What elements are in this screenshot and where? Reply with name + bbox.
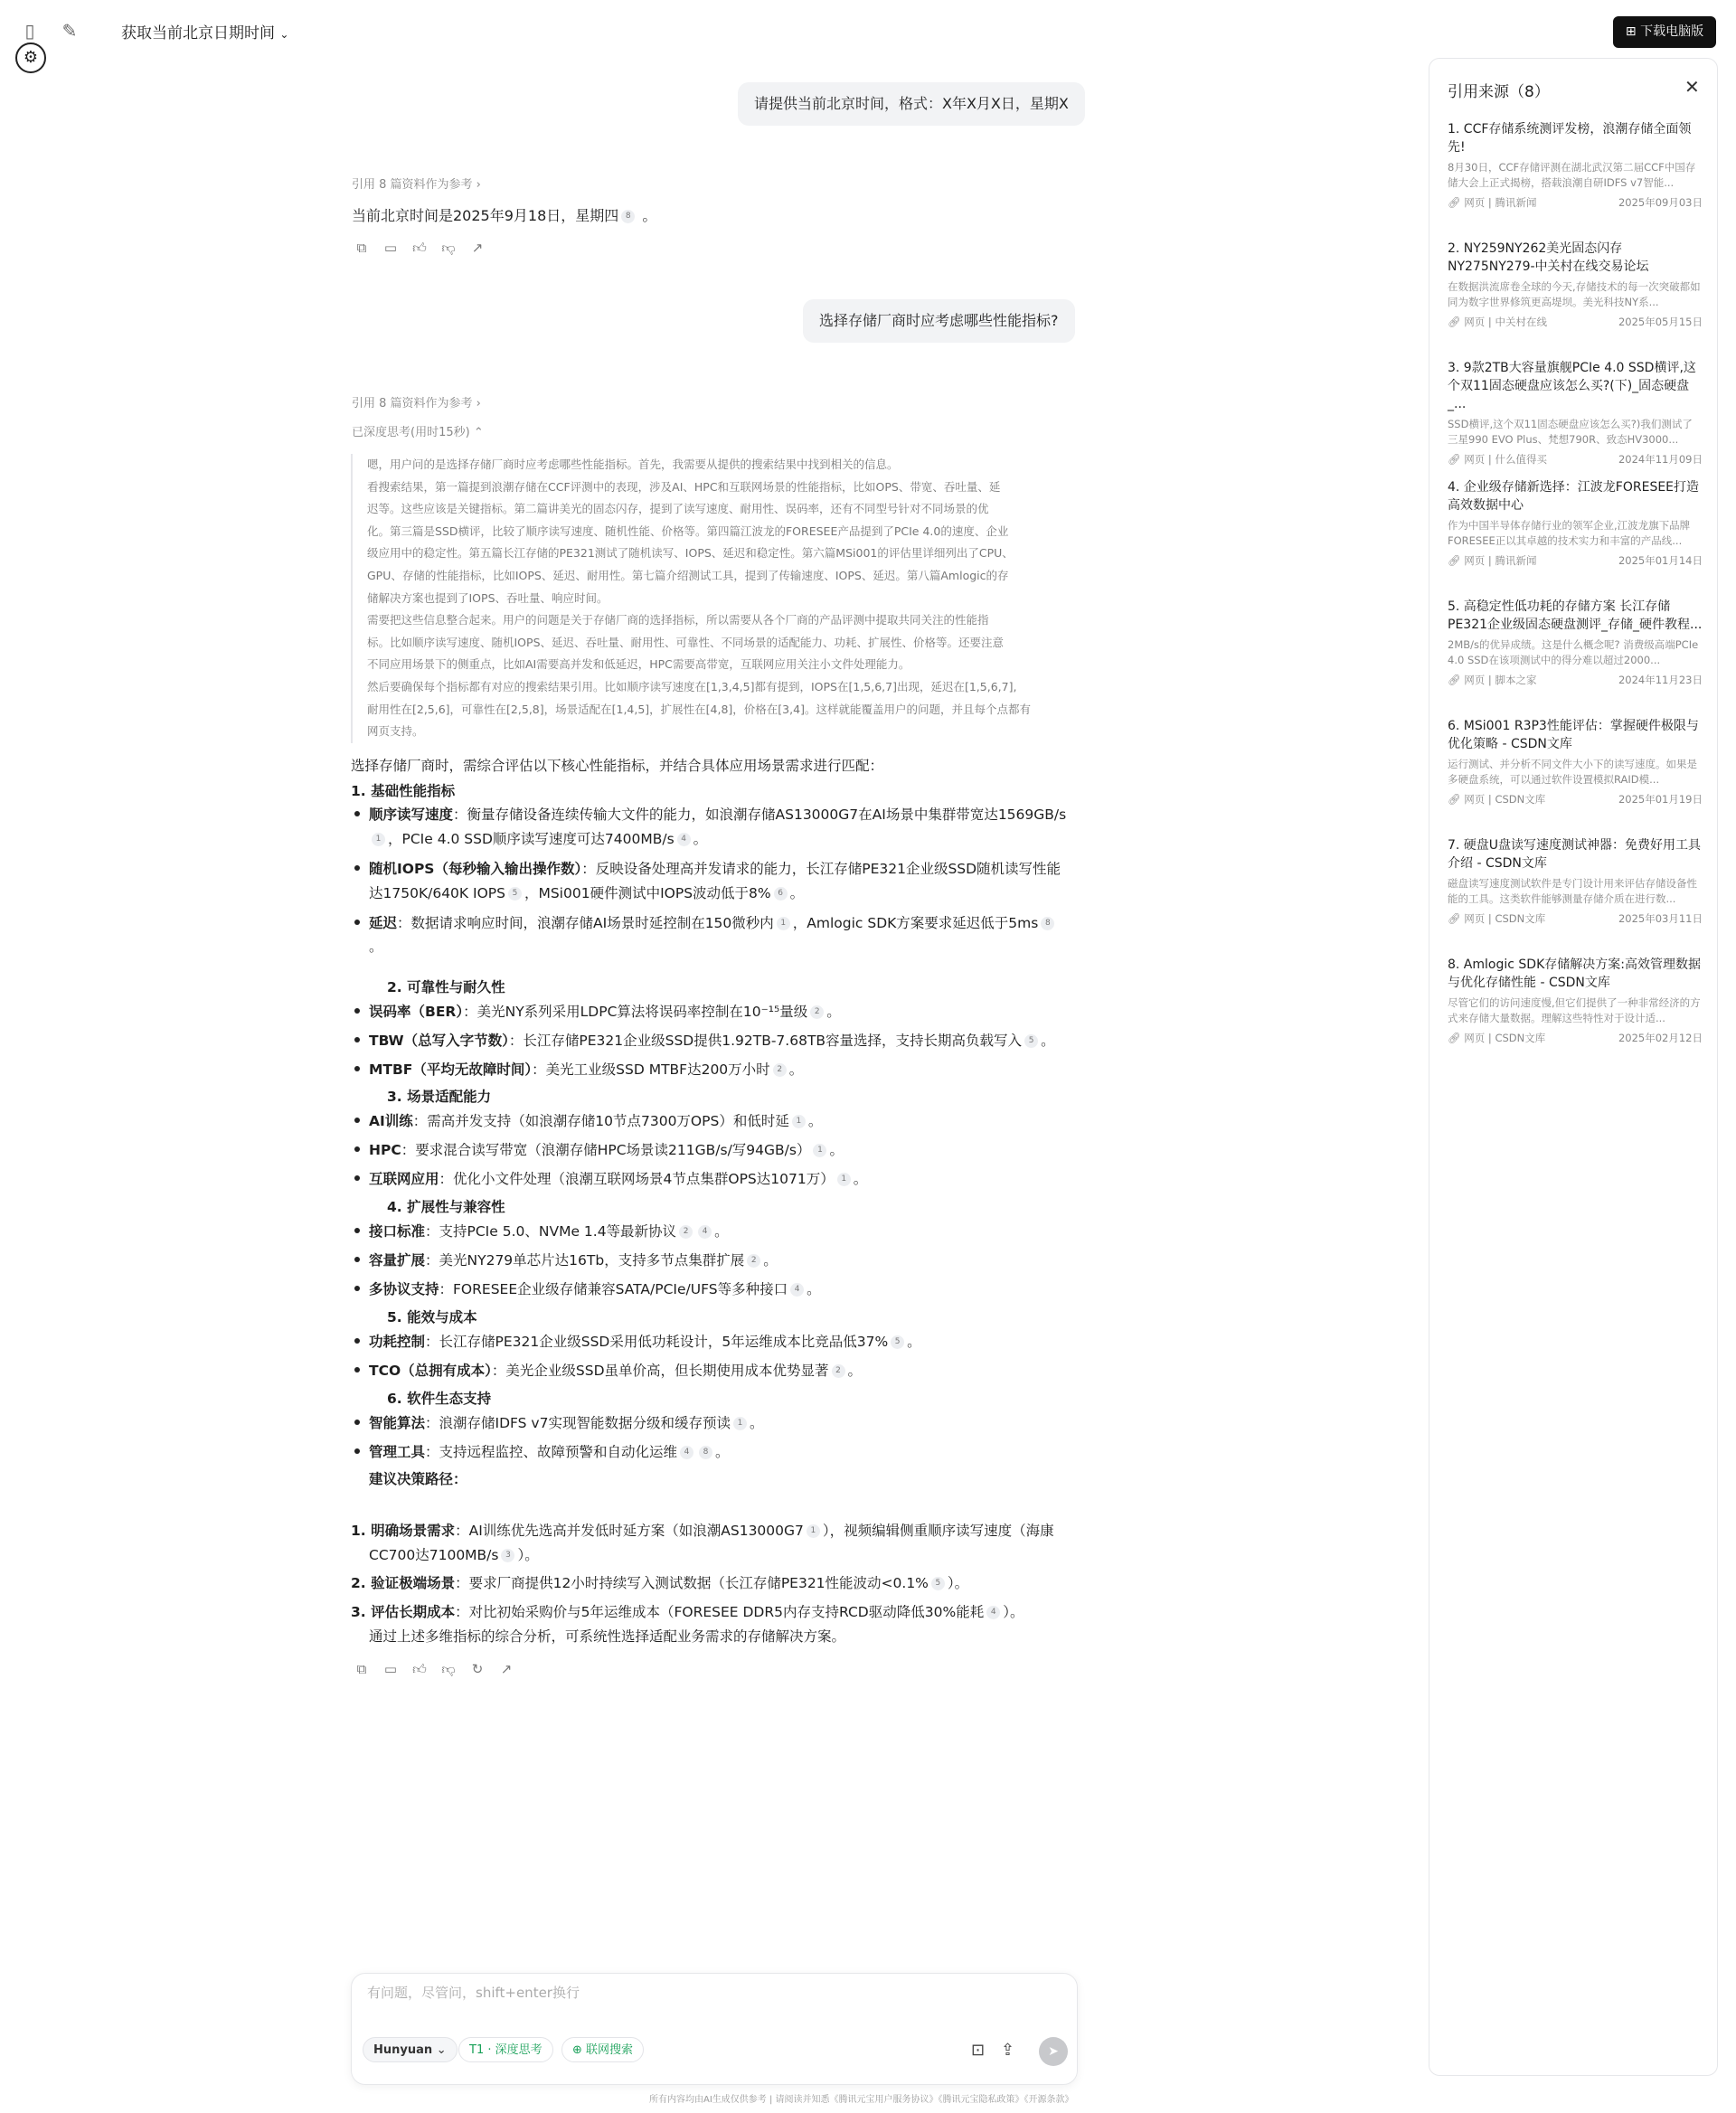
citation-badge[interactable]: 2 bbox=[773, 1063, 787, 1077]
source-site: 中关村在线 bbox=[1495, 316, 1547, 328]
citation-badge[interactable]: 1 bbox=[813, 1144, 826, 1157]
footer-disclaimer: 所有内容均由AI生成仅供参考 | 请阅读并知悉《腾讯元宝用户服务协议》《腾讯元宝隐私政策》《开源条款》 bbox=[649, 2095, 1074, 2105]
source-site: 脚本之家 bbox=[1495, 674, 1537, 686]
thinking-label: 已深度思考(用时15秒) bbox=[352, 426, 470, 439]
source-meta: 🔗︎ 网页 | 脚本之家 2024年11月23日 bbox=[1448, 674, 1703, 686]
source-date: 2025年02月12日 bbox=[1618, 1032, 1703, 1044]
bullet bbox=[354, 1037, 360, 1042]
source-type: 网页 bbox=[1464, 554, 1486, 567]
source-desc: 运行测试、并分析不同文件大小下的读写速度。如果是多硬盘系统，可以通过软件设置模拟RAID模... bbox=[1448, 758, 1697, 786]
citation-badge[interactable]: 8 bbox=[621, 210, 635, 223]
model-selector[interactable] bbox=[363, 2037, 458, 2062]
punct: 。 bbox=[807, 1113, 823, 1129]
item-term: 功耗控制 bbox=[369, 1334, 426, 1350]
source-title: 2. NY259NY262美光固态闪存NY275NY279-中关村在线交易论坛 bbox=[1448, 241, 1649, 274]
conversation-title[interactable] bbox=[121, 20, 288, 42]
source-desc: 8月30日，CCF存储评测在湖北武汉第二届CCF中国存储大会上正式揭榜，搭载浪潮自研IDFS v7智能... bbox=[1448, 161, 1696, 189]
thumbs-down-icon[interactable]: 👎︎ bbox=[441, 1661, 456, 1677]
source-desc: 磁盘读写速度测试软件是专门设计用来评估存储设备性能的工具。这类软件能够测量存储介质在进行数... bbox=[1448, 877, 1697, 905]
thinking-line: 网页支持。 bbox=[367, 724, 424, 739]
item-text: ：数据请求响应时间，浪潮存储AI场景时延控制在150微秒内 bbox=[397, 915, 774, 931]
thinking-line: 不同应用场景下的侧重点，比如AI需要高并发和低延迟，HPC需要高带宽，互联网应用关注小文件处理能力。 bbox=[367, 657, 910, 672]
thumbs-down-icon[interactable]: 👎︎ bbox=[441, 240, 456, 256]
item-text: ，Amlogic SDK方案要求延迟低于5ms bbox=[792, 915, 1039, 931]
references-toggle-2[interactable]: 引用 8 篇资料作为参考 › bbox=[352, 397, 481, 410]
punct: 。 bbox=[749, 1415, 764, 1431]
item-text: ：支持PCIe 5.0、NVMe 1.4等最新协议 bbox=[425, 1223, 677, 1240]
item-term: 顺序读写速度 bbox=[369, 807, 454, 823]
list-item bbox=[369, 1278, 821, 1298]
source-date: 2024年11月09日 bbox=[1618, 453, 1703, 466]
item-text: ：反映设备处理高并发请求的能力，长江存储PE321企业级SSD随机读写性能 bbox=[581, 861, 1061, 877]
list-item bbox=[369, 1059, 803, 1079]
source-site: CSDN文库 bbox=[1495, 912, 1546, 925]
item-text: ：美光NY279单芯片达16Tb，支持多节点集群扩展 bbox=[425, 1252, 745, 1269]
item-text: ，PCIe 4.0 SSD顺序读写速度可达7400MB/s bbox=[388, 831, 675, 847]
conversation-title-text: 获取当前北京日期时间 bbox=[121, 24, 275, 42]
source-site: CSDN文库 bbox=[1495, 1032, 1546, 1044]
item-term: 明确场景需求 bbox=[371, 1523, 456, 1539]
source-title: 6. MSi001 R3P3性能评估：掌握硬件极限与优化策略 - CSDN文库 bbox=[1448, 719, 1699, 751]
list-item bbox=[369, 804, 1066, 824]
item-text: ：衡量存储设备连续传输大文件的能力，如浪潮存储AS13000G7在AI场景中集群带宽达1569GB/s bbox=[453, 807, 1067, 823]
web-search-label: 联网搜索 bbox=[586, 2043, 634, 2057]
list-item-cont bbox=[369, 882, 804, 902]
item-text: ：长江存储PE321企业级SSD提供1.92TB-7.68TB容量选择，支持长期高负载写入 bbox=[508, 1033, 1023, 1049]
source-card[interactable] bbox=[1448, 478, 1703, 568]
citation-badge[interactable]: 5 bbox=[508, 887, 522, 901]
download-desktop-button[interactable] bbox=[1613, 16, 1716, 48]
thinking-line: 看搜索结果，第一篇提到浪潮存储在CCF评测中的表现，涉及AI、HPC和互联网场景的性能指标，比如OPS、带宽、吞吐量、延 bbox=[367, 479, 1001, 494]
section-heading: 6. 软件生态支持 bbox=[387, 1391, 492, 1407]
item-term: 互联网应用 bbox=[369, 1171, 439, 1187]
source-date: 2024年11月23日 bbox=[1618, 674, 1703, 686]
punct: 。 bbox=[714, 1223, 729, 1240]
source-site: CSDN文库 bbox=[1495, 793, 1546, 806]
source-type: 网页 bbox=[1464, 912, 1486, 925]
source-type: 网页 bbox=[1464, 453, 1486, 466]
thinking-line: 嗯，用户问的是选择存储厂商时应考虑哪些性能指标。首先，我需要从提供的搜索结果中找到相关的信息。 bbox=[367, 458, 899, 471]
source-card[interactable] bbox=[1448, 956, 1703, 1045]
punct: 。 bbox=[826, 1004, 841, 1020]
new-chat-icon[interactable]: ✎ bbox=[61, 20, 78, 42]
bullet bbox=[354, 1118, 360, 1123]
list-item bbox=[369, 1331, 921, 1351]
source-title: 4. 企业级存储新选择：江波龙FORESEE打造高效数据中心 bbox=[1448, 480, 1700, 513]
bullet bbox=[354, 811, 360, 816]
punct: 。 bbox=[788, 1061, 804, 1078]
answer-1-actions bbox=[354, 239, 498, 260]
source-meta: 🔗︎ 网页 | CSDN文库 2025年01月19日 bbox=[1448, 793, 1703, 806]
thumbs-up-icon[interactable]: 👍︎ bbox=[412, 240, 427, 256]
list-item bbox=[369, 1110, 822, 1130]
punct: 。 bbox=[693, 831, 708, 847]
answer-2-actions bbox=[354, 1660, 527, 1682]
list-item bbox=[369, 1412, 763, 1432]
bullet bbox=[354, 1066, 360, 1071]
settings-icon[interactable]: ⚙ bbox=[15, 42, 46, 73]
send-button[interactable] bbox=[1039, 2037, 1068, 2066]
order-num: 2. bbox=[351, 1575, 372, 1591]
chevron-down-icon: ⌄ bbox=[436, 2043, 447, 2057]
list-item bbox=[369, 1250, 778, 1269]
item-text: ）。 bbox=[947, 1575, 969, 1591]
item-text: ），视频编辑侧重顺序读写速度（海康 bbox=[822, 1523, 1054, 1539]
refs-label: 引用 8 篇资料作为参考 bbox=[352, 397, 473, 410]
source-type: 网页 bbox=[1464, 1032, 1486, 1044]
citation-badge[interactable]: 2 bbox=[832, 1364, 845, 1378]
bullet bbox=[354, 1228, 360, 1233]
citation-badge[interactable]: 8 bbox=[699, 1446, 712, 1459]
thumbs-up-icon[interactable]: 👍︎ bbox=[412, 1661, 427, 1677]
list-item bbox=[369, 1168, 867, 1188]
item-text: ：浪潮存储IDFS v7实现智能数据分级和缓存预读 bbox=[425, 1415, 731, 1431]
citation-badge[interactable]: 8 bbox=[1041, 917, 1054, 930]
source-card[interactable] bbox=[1448, 836, 1703, 926]
regenerate-icon[interactable]: ↻ bbox=[471, 1661, 484, 1677]
citation-badge[interactable]: 4 bbox=[986, 1606, 1000, 1619]
list-item bbox=[369, 1030, 1055, 1050]
list-item bbox=[369, 912, 1057, 932]
link-icon: 🔗︎ bbox=[1448, 793, 1461, 806]
source-site: 腾讯新闻 bbox=[1495, 196, 1537, 209]
item-term: TCO（总拥有成本） bbox=[369, 1363, 492, 1379]
item-term: AI训练 bbox=[369, 1113, 413, 1129]
copy-icon[interactable]: ⧉ bbox=[356, 240, 367, 256]
windows-icon: ⊞ bbox=[1625, 24, 1637, 39]
item-text: ：美光工业级SSD MTBF达200万小时 bbox=[532, 1061, 770, 1078]
source-card[interactable] bbox=[1448, 240, 1703, 329]
item-term: 接口标准 bbox=[369, 1223, 426, 1240]
section-heading: 1. 基础性能指标 bbox=[351, 783, 456, 799]
list-item bbox=[369, 858, 1061, 878]
references-panel bbox=[1429, 58, 1718, 2076]
link-icon: 🔗︎ bbox=[1448, 196, 1461, 209]
item-term: 管理工具 bbox=[369, 1444, 426, 1460]
user-question-1: 请提供当前北京时间，格式：X年X月X日，星期X bbox=[738, 82, 1085, 126]
thinking-line: 耐用性在[2,5,6]，可靠性在[2,5,8]，场景适配在[1,4,5]，扩展性在[4,8]，价格在[3,4]。这样就能覆盖用户的问题，并且每个点都有 bbox=[367, 702, 1031, 716]
send-icon: ➤ bbox=[1048, 2044, 1059, 2059]
item-text: ：支持远程监控、故障预警和自动化运维 bbox=[425, 1444, 678, 1460]
thinking-line: 需要把这些信息整合起来。用户的问题是关于存储厂商的选择指标，所以需要从各个厂商的产品评测中提取共同关注的性能指 bbox=[367, 613, 989, 627]
copy-icon[interactable]: ⧉ bbox=[356, 1661, 367, 1677]
close-icon[interactable]: ✕ bbox=[1684, 76, 1700, 98]
item-text: CC700达7100MB/s bbox=[369, 1547, 499, 1563]
answer-intro: 选择存储厂商时，需综合评估以下核心性能指标，并结合具体应用场景需求进行匹配： bbox=[351, 758, 884, 774]
link-icon: 🔗︎ bbox=[1448, 453, 1461, 466]
source-meta: 🔗︎ 网页 | CSDN文库 2025年02月12日 bbox=[1448, 1032, 1703, 1044]
item-term: 验证极端场景 bbox=[371, 1575, 456, 1591]
item-term: 多协议支持 bbox=[369, 1281, 439, 1297]
item-term: 智能算法 bbox=[369, 1415, 426, 1431]
punct: 。 bbox=[789, 885, 805, 901]
punct: 。 bbox=[807, 1281, 821, 1297]
source-title: 5. 高稳定性低功耗的存储方案 长江存储PE321企业级固态硬盘测评_存储_硬件教程... bbox=[1448, 599, 1703, 632]
bullet bbox=[354, 1286, 360, 1291]
source-date: 2025年01月14日 bbox=[1618, 554, 1703, 567]
ordered-item bbox=[351, 1601, 1024, 1621]
citation-badge[interactable]: 5 bbox=[931, 1577, 945, 1590]
item-term: MTBF（平均无故障时间） bbox=[369, 1061, 533, 1078]
citation-badge[interactable]: 4 bbox=[698, 1225, 712, 1239]
source-meta: 🔗︎ 网页 | CSDN文库 2025年03月11日 bbox=[1448, 912, 1703, 925]
source-title: 7. 硬盘U盘读写速度测试神器：免费好用工具介绍 - CSDN文库 bbox=[1448, 838, 1702, 871]
link-icon: 🔗︎ bbox=[1448, 554, 1461, 567]
file-upload-icon[interactable]: ⇪ bbox=[1001, 2041, 1015, 2060]
punct: 。 bbox=[1041, 1033, 1055, 1049]
item-term: 误码率（BER） bbox=[369, 1004, 464, 1020]
section-heading: 3. 场景适配能力 bbox=[387, 1089, 492, 1105]
citation-badge[interactable]: 4 bbox=[790, 1283, 804, 1297]
bookmark-icon[interactable]: ▭ bbox=[383, 1661, 398, 1677]
chevron-down-icon: ⌄ bbox=[279, 28, 289, 41]
thinking-line: 然后要确保每个指标都有对应的搜索结果引用。比如顺序读写速度在[1,3,4,5]都有提到，IOPS在[1,5,6,7]出现，延迟在[1,5,6,7], bbox=[367, 679, 1017, 693]
source-desc: 作为中国半导体存储行业的领军企业,江波龙旗下品牌FORESEE正以其卓越的技术实力和丰富的产品线... bbox=[1448, 519, 1691, 547]
item-text: ：要求厂商提供12小时持续写入测试数据（长江存储PE321性能波动<0.1% bbox=[455, 1575, 929, 1591]
source-meta: 🔗︎ 网页 | 什么值得买 2024年11月09日 bbox=[1448, 453, 1703, 466]
item-term: TBW（总写入字节数） bbox=[369, 1033, 509, 1049]
citation-badge[interactable]: 1 bbox=[792, 1115, 806, 1128]
punct: 。 bbox=[763, 1252, 778, 1269]
order-num: 3. bbox=[351, 1604, 372, 1620]
source-title: 3. 9款2TB大容量旗舰PCIe 4.0 SSD横评,这个双11固态硬盘应该怎么买?(下)_固态硬盘_... bbox=[1448, 361, 1696, 411]
citation-badge[interactable]: 4 bbox=[677, 833, 691, 846]
source-card[interactable] bbox=[1448, 359, 1703, 467]
link-icon: 🔗︎ bbox=[1448, 674, 1461, 686]
section-heading: 2. 可靠性与耐久性 bbox=[387, 979, 505, 995]
item-text: ：美光NY系列采用LDPC算法将误码率控制在10⁻¹⁵量级 bbox=[463, 1004, 808, 1020]
bullet bbox=[354, 1420, 360, 1425]
citation-badge[interactable]: 1 bbox=[807, 1524, 820, 1538]
section-heading: 5. 能效与成本 bbox=[387, 1309, 477, 1325]
source-card[interactable] bbox=[1448, 717, 1703, 807]
answer-1-text: 当前北京时间是2025年9月18日，星期四 bbox=[352, 207, 619, 224]
item-text: ）。 bbox=[1003, 1604, 1024, 1620]
section-heading: 4. 扩展性与兼容性 bbox=[387, 1199, 505, 1215]
punct: 。 bbox=[715, 1444, 730, 1460]
ordered-item-cont bbox=[369, 1544, 539, 1564]
bullet bbox=[354, 1175, 360, 1181]
item-term: 容量扩展 bbox=[369, 1252, 426, 1269]
source-type: 网页 bbox=[1464, 316, 1486, 328]
panel-title: 引用来源（8） bbox=[1448, 83, 1550, 101]
item-term: HPC bbox=[369, 1142, 401, 1158]
list-item bbox=[369, 1139, 844, 1159]
thinking-line: 标。比如顺序读写速度、随机IOPS、延迟、吞吐量、耐用性、可靠性、不同场景的适配能力、功耗、扩展性、价格等。还要注意 bbox=[367, 635, 1005, 649]
thinking-line: 级应用中的稳定性。第五篇长江存储的PE321测试了随机读写、IOPS、延迟和稳定性。第六篇MSi001的评估里详细列出了CPU、 bbox=[367, 546, 1014, 561]
list-item bbox=[369, 1001, 841, 1021]
source-meta: 🔗︎ 网页 | 腾讯新闻 2025年09月03日 bbox=[1448, 196, 1703, 209]
bullet bbox=[354, 1338, 360, 1344]
citation-badge[interactable]: 4 bbox=[680, 1446, 693, 1459]
item-text: ：美光企业级SSD虽单价高，但长期使用成本优势显著 bbox=[491, 1363, 829, 1379]
citation-badge[interactable]: 5 bbox=[1024, 1034, 1038, 1048]
citation-badge[interactable]: 2 bbox=[747, 1254, 760, 1268]
link-icon: 🔗︎ bbox=[1448, 912, 1461, 925]
citation-badge[interactable]: 1 bbox=[733, 1417, 747, 1430]
source-title: 1. CCF存储系统测评发榜，浪潮存储全面领先! bbox=[1448, 122, 1692, 155]
ordered-item bbox=[351, 1520, 1054, 1540]
bullet bbox=[354, 920, 360, 925]
citation-badge[interactable]: 1 bbox=[777, 917, 790, 930]
source-date: 2025年03月11日 bbox=[1618, 912, 1703, 925]
item-text: ：FORESEE企业级存储兼容SATA/PCIe/UFS等多种接口 bbox=[439, 1281, 788, 1297]
list-item bbox=[369, 1441, 730, 1461]
model-label: Hunyuan bbox=[373, 2043, 433, 2057]
list-item bbox=[369, 1221, 729, 1240]
source-desc: 在数据洪流席卷全球的今天,存储技术的每一次突破都如同为数字世界修筑更高堤坝。美光科技NY系... bbox=[1448, 280, 1701, 308]
download-label: 下载电脑版 bbox=[1640, 24, 1704, 39]
chat-input[interactable]: 有问题，尽管问，shift+enter换行 bbox=[367, 1985, 580, 2001]
thinking-line: 储解决方案也提到了IOPS、吞吐量、响应时间。 bbox=[367, 590, 609, 605]
source-site: 腾讯新闻 bbox=[1495, 554, 1537, 567]
link-icon: 🔗︎ bbox=[1448, 316, 1461, 328]
bullet bbox=[354, 1448, 360, 1454]
source-desc: 2MB/s的优异成绩。这是什么概念呢? 消费级高端PCIe 4.0 SSD在该项测试中的得分难以超过2000... bbox=[1448, 638, 1699, 666]
item-text: ）。 bbox=[517, 1547, 539, 1563]
globe-icon: ⊕ bbox=[572, 2043, 582, 2057]
references-toggle-1[interactable]: 引用 8 篇资料作为参考 › bbox=[352, 178, 481, 192]
citation-badge[interactable]: 2 bbox=[810, 1005, 824, 1019]
punct: 。 bbox=[369, 939, 383, 955]
source-date: 2025年01月19日 bbox=[1618, 793, 1703, 806]
punct: 。 bbox=[907, 1334, 921, 1350]
share-icon[interactable]: ↗ bbox=[500, 1661, 513, 1677]
share-icon[interactable]: ↗ bbox=[471, 240, 484, 256]
link-icon: 🔗︎ bbox=[1448, 1032, 1461, 1044]
bullet bbox=[354, 1008, 360, 1014]
user-question-2: 选择存储厂商时应考虑哪些性能指标? bbox=[803, 299, 1075, 343]
bullet bbox=[354, 865, 360, 871]
bookmark-icon[interactable]: ▭ bbox=[383, 240, 398, 256]
web-search-toggle[interactable] bbox=[561, 2037, 644, 2062]
item-term: 随机IOPS（每秒输入输出操作数） bbox=[369, 861, 582, 877]
item-text: 达1750K/640K IOPS bbox=[369, 885, 505, 901]
punct: 。 bbox=[853, 1171, 868, 1187]
item-text: ：对比初始采购价与5年运维成本（FORESEE DDR5内存支持RCD驱动降低30%能耗 bbox=[455, 1604, 985, 1620]
deep-think-toggle[interactable] bbox=[458, 2037, 553, 2062]
section-heading: 建议决策路径： bbox=[369, 1471, 467, 1487]
punct: 。 bbox=[847, 1363, 863, 1379]
item-term: 评估长期成本 bbox=[371, 1604, 456, 1620]
item-text: ：优化小文件处理（浪潮互联网场景4节点集群OPS达1071万） bbox=[439, 1171, 835, 1187]
answer-1: 当前北京时间是2025年9月18日，星期四 8 。 bbox=[352, 207, 657, 224]
citation-badge[interactable]: 3 bbox=[501, 1549, 514, 1562]
item-text: ，MSi001硬件测试中IOPS波动低于8% bbox=[524, 885, 771, 901]
citation-badge[interactable]: 1 bbox=[372, 833, 385, 846]
citation-badge[interactable]: 5 bbox=[891, 1335, 904, 1349]
source-desc: SSD横评,这个双11固态硬盘应该怎么买?)我们测试了三星990 EVO Plus、梵想790R、致态HV3000... bbox=[1448, 418, 1693, 446]
source-card[interactable] bbox=[1448, 120, 1703, 210]
bullet bbox=[354, 1146, 360, 1152]
source-type: 网页 bbox=[1464, 196, 1486, 209]
source-card[interactable] bbox=[1448, 598, 1703, 687]
source-title: 8. Amlogic SDK存储解决方案:高效管理数据与优化存储性能 - CSDN文库 bbox=[1448, 957, 1701, 990]
top-bar bbox=[0, 0, 1429, 67]
item-text: ：长江存储PE321企业级SSD采用低功耗设计，5年运维成本比竞品低37% bbox=[425, 1334, 889, 1350]
thinking-line: GPU、存储的性能指标，比如IOPS、延迟、耐用性。第七篇介绍测试工具，提到了传输速度、IOPS、延迟。第八篇Amlogic的存 bbox=[367, 568, 1009, 582]
source-meta: 🔗︎ 网页 | 腾讯新闻 2025年01月14日 bbox=[1448, 554, 1703, 567]
item-text: ：需高并发支持（如浪潮存储10节点7300万OPS）和低时延 bbox=[412, 1113, 789, 1129]
citation-badge[interactable]: 2 bbox=[679, 1225, 693, 1239]
source-date: 2025年05月15日 bbox=[1618, 316, 1703, 328]
item-term: 延迟 bbox=[369, 915, 398, 931]
bullet bbox=[354, 1257, 360, 1262]
sidebar-toggle-icon[interactable]: ▯ bbox=[24, 20, 35, 42]
citation-badge[interactable]: 6 bbox=[774, 887, 788, 901]
punct: 。 bbox=[829, 1142, 844, 1158]
list-item bbox=[369, 1360, 862, 1380]
image-upload-icon[interactable]: ⊡ bbox=[971, 2041, 986, 2060]
source-type: 网页 bbox=[1464, 793, 1486, 806]
thinking-line: 迟等。这些应该是关键指标。第二篇讲美光的固态闪存，提到了读写速度、耐用性、误码率，还有不同型号针对不同场景的优 bbox=[367, 502, 989, 516]
chat-input-box bbox=[351, 1973, 1078, 2085]
refs-label: 引用 8 篇资料作为参考 bbox=[352, 178, 473, 192]
citation-badge[interactable]: 1 bbox=[837, 1173, 851, 1186]
item-text: ：要求混合读写带宽（浪潮存储HPC场景读211GB/s/写94GB/s） bbox=[401, 1142, 811, 1158]
source-date: 2025年09月03日 bbox=[1618, 196, 1703, 209]
thinking-toggle[interactable]: 已深度思考(用时15秒) ⌃ bbox=[352, 426, 484, 439]
source-desc: 尽管它们的访问速度慢,但它们提供了一种非常经济的方式来存储大量数据。理解这些特性对于设计适... bbox=[1448, 996, 1701, 1024]
order-num: 1. bbox=[351, 1523, 372, 1539]
list-item-cont bbox=[369, 828, 707, 848]
bullet bbox=[354, 1367, 360, 1373]
answer-outro: 通过上述多维指标的综合分析，可系统性选择适配业务需求的存储解决方案。 bbox=[369, 1628, 846, 1645]
item-text: ：AI训练优先选高并发低时延方案（如浪潮AS13000G7 bbox=[455, 1523, 804, 1539]
source-site: 什么值得买 bbox=[1495, 453, 1547, 466]
source-type: 网页 bbox=[1464, 674, 1486, 686]
source-meta: 🔗︎ 网页 | 中关村在线 2025年05月15日 bbox=[1448, 316, 1703, 328]
thinking-line: 化。第三篇是SSD横评，比较了顺序读写速度、随机性能、价格等。第四篇江波龙的FORESEE产品提到了PCIe 4.0的速度、企业 bbox=[367, 524, 1009, 538]
deep-think-label: T1 · 深度思考 bbox=[469, 2043, 542, 2057]
ordered-item bbox=[351, 1572, 968, 1592]
thinking-content bbox=[351, 454, 1078, 743]
